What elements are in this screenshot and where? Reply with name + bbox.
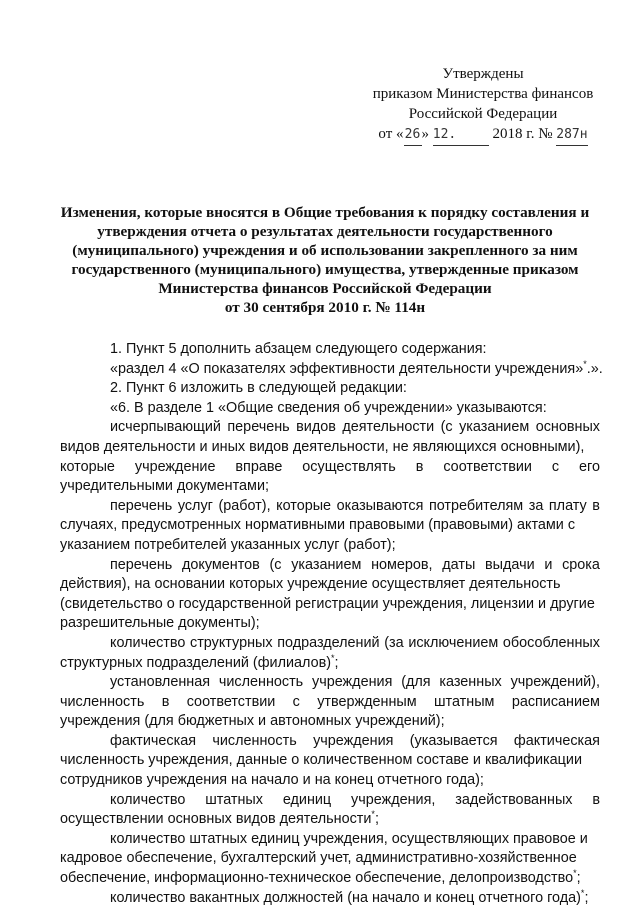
- paragraph-11: [60, 791, 600, 830]
- text-line: случаях, предусмотренных нормативными правовыми (правовыми) актами с: [60, 517, 576, 534]
- paragraph-4: «6. В разделе 1 «Общие сведения об учреждении» указываются:: [110, 399, 547, 416]
- word: казенных: [439, 674, 502, 691]
- justified-line: [60, 693, 600, 713]
- text-line: [60, 654, 600, 674]
- word: учреждение: [134, 458, 216, 475]
- title-line: от 30 сентября 2010 г. № 114н: [224, 299, 426, 316]
- paragraph-2-text: «раздел 4 «О показателях эффективности деятельности учреждения»: [110, 360, 584, 377]
- text-line: сотрудников учреждения на начало и на конец отчетного года);: [60, 772, 484, 789]
- word: видов: [296, 419, 336, 436]
- word: исключением: [408, 634, 499, 651]
- word: документов: [181, 556, 260, 573]
- word: (для: [401, 674, 431, 691]
- word: указанием: [291, 556, 362, 573]
- word: с: [551, 458, 560, 475]
- word: осуществлять: [302, 458, 396, 475]
- title-line: утверждения отчета о результатах деятельности государственного: [97, 223, 553, 240]
- word: учреждения: [312, 674, 393, 691]
- word: выдачи: [485, 556, 535, 573]
- date-mid: »: [421, 126, 429, 142]
- justified-line: [60, 791, 600, 811]
- justified-line: [60, 418, 600, 438]
- text-line: кадровое обеспечение, бухгалтерский учет, административно-хозяйственное: [60, 850, 577, 867]
- word: соответствии: [186, 693, 276, 710]
- word: в: [161, 693, 170, 710]
- word: количество: [110, 634, 186, 651]
- text-line: (свидетельство о государственной регистрации учреждения, лицензии и другие: [60, 595, 595, 612]
- text-line: численность учреждения, данные о количественном составе и квалификации: [60, 752, 582, 769]
- justified-line: [60, 458, 600, 478]
- text-span: ;: [576, 870, 581, 887]
- word: потребителям: [428, 497, 524, 514]
- text-line: указанием потребителей указанных услуг (работ);: [60, 536, 396, 553]
- word: плату: [548, 497, 587, 514]
- document-title: [50, 203, 600, 317]
- word: срока: [562, 556, 600, 573]
- paragraph-10: [60, 732, 600, 791]
- word: учреждений),: [510, 674, 600, 691]
- justified-line: [60, 732, 600, 752]
- word: учреждения,: [351, 791, 436, 808]
- footnote-mark: *: [573, 868, 577, 879]
- word: за: [528, 497, 544, 514]
- word: деятельности: [342, 419, 435, 436]
- text-line: учреждения (для бюджетных и автономных учреждений);: [60, 713, 445, 730]
- word: количество: [110, 791, 186, 808]
- paragraph-5: [60, 418, 600, 496]
- word: численность: [60, 693, 145, 710]
- paragraph-13: [60, 889, 600, 908]
- word: номеров,: [371, 556, 433, 573]
- footnote-mark: *: [331, 652, 335, 663]
- date-prefix: от «: [378, 126, 404, 142]
- word: которые: [276, 497, 332, 514]
- text-span: количество вакантных должностей (на начало и конец отчетного года): [110, 889, 581, 906]
- order-day: 26: [404, 125, 422, 146]
- text-line: учредительными документами;: [60, 478, 269, 495]
- word: с: [292, 693, 300, 710]
- word: даты: [442, 556, 476, 573]
- text-span: структурных подразделений (филиалов): [60, 654, 332, 671]
- document-body: [60, 340, 603, 908]
- word: структурных: [190, 634, 273, 651]
- text-span: ;: [584, 889, 589, 906]
- text-line: разрешительные документы);: [60, 615, 260, 632]
- footnote-mark: *: [580, 887, 585, 898]
- paragraph-7: [60, 556, 600, 634]
- justified-line: [60, 634, 600, 654]
- word: обособленных: [502, 634, 600, 651]
- word: основных: [535, 419, 600, 436]
- justified-line: [60, 556, 600, 576]
- word: установленная: [110, 674, 211, 691]
- word: соответствии: [443, 458, 532, 475]
- paragraph-3: 2. Пункт 6 изложить в следующей редакции:: [110, 380, 407, 397]
- word: и: [544, 556, 553, 573]
- word: расписанием: [511, 693, 600, 710]
- word: утвержденным: [317, 693, 417, 710]
- justified-line: [60, 497, 600, 517]
- word: штатных: [205, 791, 263, 808]
- word: вправе: [235, 458, 283, 475]
- word: подразделений: [277, 634, 380, 651]
- word: численность: [212, 732, 297, 749]
- word: перечень: [110, 497, 173, 514]
- word: услуг: [177, 497, 213, 514]
- paragraph-8: [60, 634, 600, 673]
- word: перечень: [110, 556, 173, 573]
- approval-date-line: [358, 124, 608, 146]
- paragraph-1: 1. Пункт 5 дополнить абзацем следующего содержания:: [110, 341, 487, 357]
- text-line: видов деятельности и иных видов деятельности, не являющихся основными),: [60, 438, 585, 455]
- justified-line: [60, 673, 600, 693]
- word: его: [579, 458, 600, 475]
- order-number: 287н: [556, 125, 587, 146]
- text-line: [60, 889, 600, 908]
- word: учреждения: [313, 732, 394, 749]
- word: (работ),: [218, 497, 271, 514]
- approval-line-3: Российской Федерации: [408, 106, 558, 122]
- word: (за: [384, 634, 404, 651]
- word: (с: [269, 556, 282, 573]
- approval-line-1: Утверждены: [442, 66, 524, 82]
- order-month: 12.: [433, 125, 489, 146]
- word: (с: [440, 419, 453, 436]
- text-span: ;: [334, 654, 339, 671]
- word: (указывается: [409, 732, 498, 749]
- word: штатным: [434, 693, 495, 710]
- approval-line-2: приказом Министерства финансов: [372, 86, 594, 102]
- paragraph-12: [60, 830, 600, 889]
- word: в: [592, 497, 600, 514]
- word: в: [415, 458, 424, 475]
- word: перечень: [227, 419, 290, 436]
- title-line: (муниципального) учреждения и об использовании закрепленного за ним: [72, 242, 578, 259]
- footnote-mark: *: [583, 358, 587, 369]
- word: фактическая: [110, 732, 197, 749]
- paragraph-9: [60, 673, 600, 732]
- word: в: [592, 791, 600, 808]
- word: численность: [218, 674, 304, 691]
- text-span: осуществлении основных видов деятельности: [60, 811, 372, 828]
- order-year: 2018 г. №: [492, 126, 553, 142]
- text-span: обеспечение, информационно-техническое обеспечение, делопроизводство: [60, 870, 574, 887]
- word: единиц: [282, 791, 332, 808]
- paragraph-2-end: .».: [586, 360, 603, 377]
- word: задействованных: [455, 791, 573, 808]
- paragraph-6: [60, 497, 600, 556]
- word: исчерпывающий: [110, 419, 221, 436]
- title-line: государственного (муниципального) имущества, утвержденные приказом: [71, 261, 579, 278]
- text-line: [60, 869, 600, 889]
- word: которые: [60, 458, 115, 475]
- approval-stamp-block: [358, 64, 608, 146]
- text-line: количество штатных единиц учреждения, осуществляющих правовое и: [110, 830, 588, 847]
- word: оказываются: [336, 497, 424, 514]
- paragraph-2: [60, 358, 603, 380]
- word: фактическая: [513, 732, 600, 749]
- word: указанием: [459, 419, 530, 436]
- title-line: Министерства финансов Российской Федерации: [158, 280, 492, 297]
- title-line: Изменения, которые вносятся в Общие требования к порядку составления и: [60, 204, 590, 221]
- text-line: [60, 810, 600, 830]
- text-line: действия), на основании которых учреждение осуществляет деятельность: [60, 576, 561, 593]
- text-span: ;: [374, 811, 379, 828]
- footnote-mark: *: [371, 809, 375, 820]
